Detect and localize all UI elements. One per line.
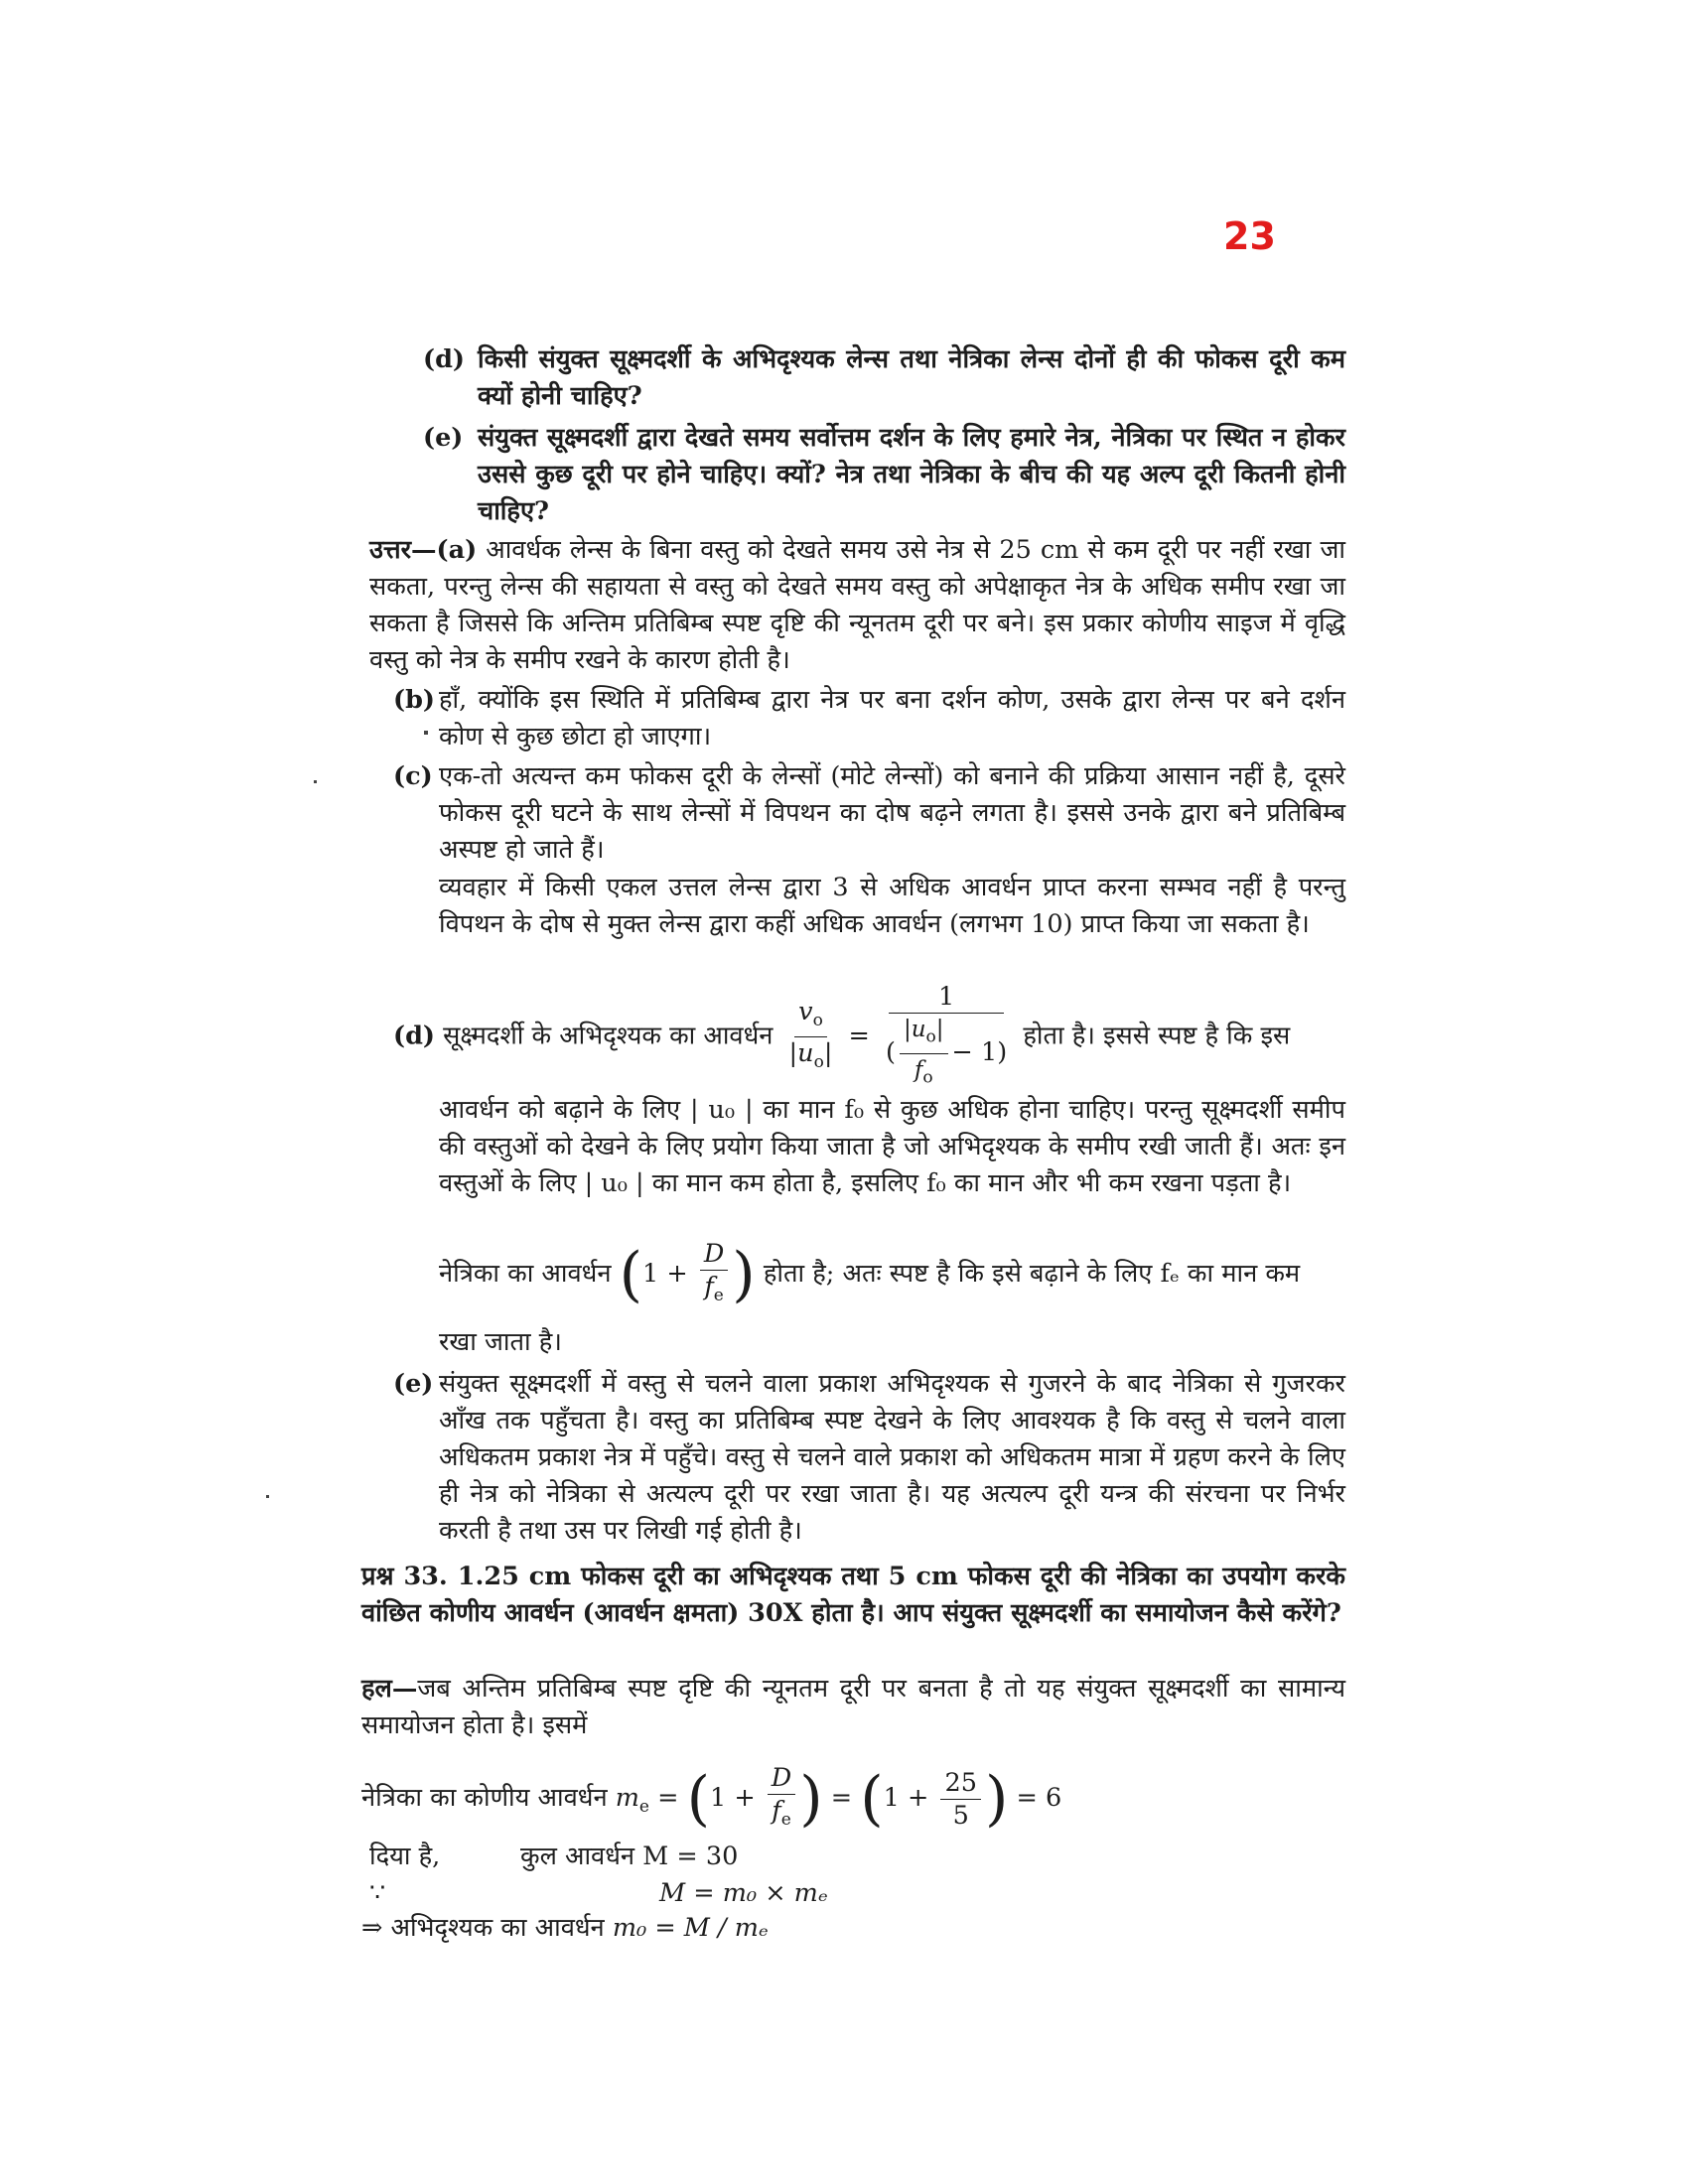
answer-d-formula-line xyxy=(393,981,1290,1093)
scan-mark xyxy=(424,731,428,735)
given-lead: दिया है, xyxy=(369,1842,441,1871)
solution-text: जब अन्तिम प्रतिबिम्ब स्पष्ट दृष्टि की न्यूनतम दूरी पर बनता है तो यह संयुक्त सूक्ष्मदर्शी का सामान्य समायोजन होता है। इसमें xyxy=(361,1674,1345,1740)
answer-d-tail: होता है। इससे स्पष्ट है कि इस xyxy=(1023,1021,1291,1051)
question-33-paragraph xyxy=(361,1559,1345,1632)
page-number: 23 xyxy=(1223,214,1276,258)
because-symbol: ∵ xyxy=(369,1878,386,1908)
scan-mark xyxy=(266,1495,269,1498)
fraction-numerator-vo: $v_o$ xyxy=(794,996,827,1037)
answer-heading: उत्तर— xyxy=(369,535,437,565)
eyepiece-magnification-line: नेत्रिका का आवर्धन (1 + $\frac{D}{f_e}$ ) होता है; अतः स्पष्ट है कि इसे बढ़ाने के लिए fₑ का मान कम xyxy=(439,1238,1300,1311)
objective-magnification-line xyxy=(361,1910,769,1947)
answer-text-c2: व्यवहार में किसी एकल उत्तल लेन्स द्वारा 3 से अधिक आवर्धन प्राप्त करना सम्भव नहीं है परन्तु विपथन के दोष से मुक्त लेन्स द्वारा कहीं अधिक आवर्धन (लगभग 10) प्राप्त किया जा सकता है। xyxy=(439,873,1345,939)
me-result: = 6 xyxy=(1016,1783,1062,1814)
solution-paragraph xyxy=(361,1671,1345,1744)
eyepiece-angular-magnification-line: नेत्रिका का कोणीय आवर्धन $m_e = (1$ + $\frac{D}{f_e}$ ) = (1 + $\frac{25}{5}$ ) = 6 xyxy=(361,1762,1061,1836)
eyepiece-fraction: $\frac{D}{f_e}$ xyxy=(700,1238,728,1311)
fraction-denominator-uo: $|u_o|$ xyxy=(788,1038,833,1073)
answer-label-c: (c) xyxy=(393,761,433,791)
equivalent-fraction xyxy=(882,981,1011,1093)
answer-text-c: एक-तो अत्यन्त कम फोकस दूरी के लेन्सों (मोटे लेन्सों) को बनाने की प्रक्रिया आसान नहीं है, दूसरे फोकस दूरी घटने के साथ लेन्सों में विपथन का दोष बढ़ने लगता है। इससे उनके द्वारा बने प्रतिबिम्ब अस्पष्ट हो जाते हैं। xyxy=(439,761,1345,865)
fraction-numerator-one: 1 xyxy=(889,981,1004,1014)
magnification-relation: M = m₀ × mₑ xyxy=(659,1878,828,1908)
scan-mark xyxy=(314,780,317,783)
me-fraction-numeric: $\frac{25}{5}$ xyxy=(940,1767,980,1832)
question-text-d: किसी संयुक्त सूक्ष्मदर्शी के अभिदृश्यक लेन्स तथा नेत्रिका लेन्स दोनों ही की फोकस दूरी कम क्यों होनी चाहिए? xyxy=(478,344,1345,411)
me-lead: नेत्रिका का कोणीय आवर्धन xyxy=(361,1783,608,1814)
answer-label-e: (e) xyxy=(393,1369,434,1399)
answer-d-paragraph: आवर्धन को बढ़ाने के लिए | u₀ | का मान f₀ से कुछ अधिक होना चाहिए। परन्तु सूक्ष्मदर्शी समीप की वस्तुओं को देखने के लिए प्रयोग किया जाता है जो अभिदृश्यक के समीप रखी जाती हैं। अतः इन वस्तुओं के लिए | u₀ | का मान कम होता है, इसलिए f₀ का मान और भी कम रखना पड़ता है। xyxy=(439,1095,1345,1198)
question-33-text: 1.25 cm फोकस दूरी का अभिदृश्यक तथा 5 cm फोकस दूरी की नेत्रिका का उपयोग करके वांछित कोणीय आवर्धन (आवर्धन क्षमता) 30X होता है। आप संयुक्त सूक्ष्मदर्शी का समायोजन कैसे करेंगे? xyxy=(361,1562,1345,1628)
equals-sign: = xyxy=(848,1021,870,1051)
question-33-label: प्रश्न 33. xyxy=(361,1562,448,1591)
given-total-magnification: कुल आवर्धन M = 30 xyxy=(520,1842,739,1871)
question-text-e: संयुक्त सूक्ष्मदर्शी द्वारा देखते समय सर्वोत्तम दर्शन के लिए हमारे नेत्र, नेत्रिका पर स्थित न होकर उससे कुछ दूरी पर होने चाहिए। क्यों? नेत्र तथा नेत्रिका के बीच की यह अल्प दूरी कितनी होनी चाहिए? xyxy=(478,423,1345,526)
answer-label-d: (d) xyxy=(393,1021,435,1051)
answer-text-e: संयुक्त सूक्ष्मदर्शी में वस्तु से चलने वाला प्रकाश अभिदृश्यक से गुजरने के बाद नेत्रिका से गुजरकर आँख तक पहुँचता है। वस्तु का प्रतिबिम्ब स्पष्ट देखने के लिए आवश्यक है कि वस्तु से चलने वाला अधिकतम प्रकाश नेत्र में पहुँचे। वस्तु से चलने वाले प्रकाश को अधिकतम मात्रा में ग्रहण करने के लिए ही नेत्र को नेत्रिका से अत्यल्प दूरी पर रखा जाता है। यह अत्यल्प दूरी यन्त्र की संरचना पर निर्भर करती है तथा उस पर लिखी गई होती है। xyxy=(439,1369,1345,1546)
answer-text-b: हाँ, क्योंकि इस स्थिति में प्रतिबिम्ब द्वारा नेत्र पर बना दर्शन कोण, उसके द्वारा लेन्स पर बने दर्शन कोण से कुछ छोटा हो जाएगा। xyxy=(439,685,1345,751)
eyepiece-end: रखा जाता है। xyxy=(439,1327,562,1357)
answer-label-b: (b) xyxy=(393,685,435,715)
answer-text-a: आवर्धक लेन्स के बिना वस्तु को देखते समय उसे नेत्र से 25 cm से कम दूरी पर नहीं रखा जा सकता, परन्तु लेन्स की सहायता से वस्तु को देखते समय वस्तु को अपेक्षाकृत नेत्र के अधिक समीप रखा जा सकता है जिससे कि अन्तिम प्रतिबिम्ब स्पष्ट दृष्टि की न्यूनतम दूरी पर बने। इस प्रकार कोणीय साइज में वृद्धि वस्तु को नेत्र के समीप रखने के कारण होती है। xyxy=(369,535,1345,675)
eyepiece-lead: नेत्रिका का आवर्धन xyxy=(439,1259,612,1290)
eyepiece-tail: होता है; अतः स्पष्ट है कि इसे बढ़ाने के लिए fₑ का मान कम xyxy=(763,1259,1301,1290)
solution-heading: हल— xyxy=(361,1674,418,1704)
question-label-e: (e) xyxy=(423,423,464,453)
therefore-lead: ⇒ अभिदृश्यक का आवर्धन xyxy=(361,1913,605,1943)
question-label-d: (d) xyxy=(423,344,465,374)
objective-magnification-fraction xyxy=(785,996,837,1078)
answer-d-lead: सूक्ष्मदर्शी के अभिदृश्यक का आवर्धन xyxy=(443,1021,774,1051)
answer-a-paragraph xyxy=(369,532,1345,679)
me-fraction-symbolic: $\frac{D}{f_e}$ xyxy=(768,1762,795,1836)
answer-label-a: (a) xyxy=(436,535,478,565)
fraction-denominator-expression: ( $\frac{|u_o|}{f_o}$ − 1) xyxy=(882,1014,1011,1093)
mo-equation: m₀ = M / mₑ xyxy=(612,1913,769,1943)
